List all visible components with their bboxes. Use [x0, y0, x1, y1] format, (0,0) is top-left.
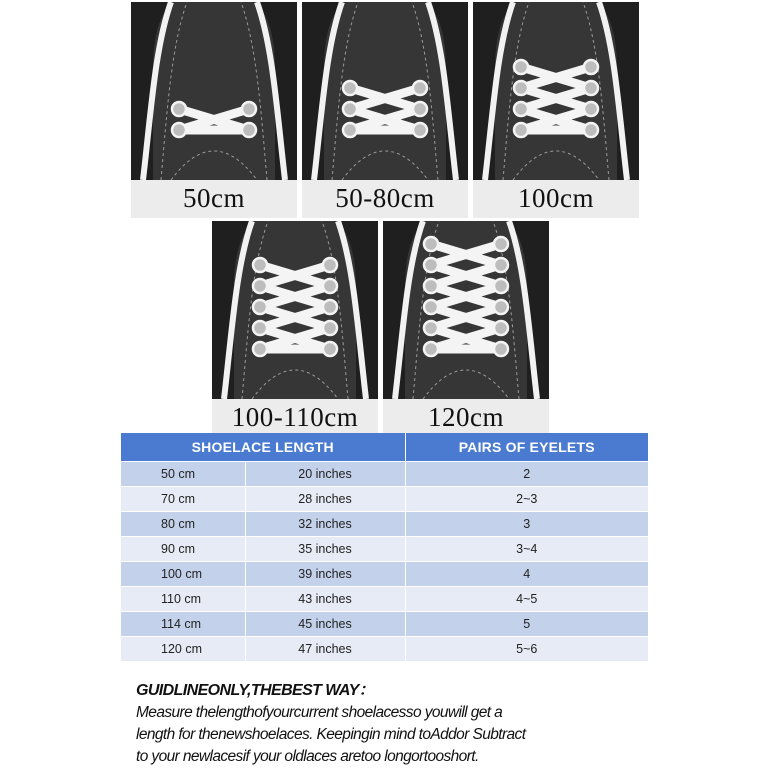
size-chart-table — [121, 433, 648, 661]
eyelet-icon — [343, 123, 357, 137]
lacing-card-4 — [212, 221, 378, 437]
guideline-title: GUIDLINEONLY,THEBEST WAY： — [136, 682, 375, 699]
cell-inches: 45 inches — [245, 612, 405, 637]
cell-cm: 120 cm — [121, 637, 245, 662]
eyelet-icon — [323, 279, 337, 293]
eyelet-icon — [514, 123, 528, 137]
eyelet-icon — [172, 102, 186, 116]
eyelet-icon — [413, 81, 427, 95]
guideline-line-2: length for thenewshoelaces. Keepingin mind toAddor Subtract — [136, 726, 526, 743]
eyelet-icon — [323, 342, 337, 356]
eyelet-icon — [323, 258, 337, 272]
cell-pairs: 5~6 — [405, 637, 648, 662]
eyelet-icon — [494, 300, 508, 314]
eyelet-icon — [424, 258, 438, 272]
cell-pairs: 2~3 — [405, 487, 648, 512]
header-pairs-of-eyelets: PAIRS OF EYELETS — [405, 433, 648, 462]
shoe-illustration-4 — [212, 221, 378, 399]
cell-cm: 70 cm — [121, 487, 245, 512]
cell-pairs: 5 — [405, 612, 648, 637]
cell-pairs: 3 — [405, 512, 648, 537]
table-row — [121, 462, 648, 487]
length-label: 50cm — [183, 183, 245, 213]
eyelet-icon — [584, 123, 598, 137]
eyelet-icon — [242, 102, 256, 116]
eyelet-icon — [494, 258, 508, 272]
cell-cm: 100 cm — [121, 562, 245, 587]
eyelet-icon — [253, 258, 267, 272]
cell-pairs: 4~5 — [405, 587, 648, 612]
eyelet-icon — [494, 342, 508, 356]
cell-cm: 80 cm — [121, 512, 245, 537]
shoe-tongue — [153, 2, 275, 180]
eyelet-icon — [253, 279, 267, 293]
eyelet-icon — [424, 279, 438, 293]
shoe-tongue — [234, 221, 356, 399]
eyelet-icon — [424, 237, 438, 251]
lacing-card-2 — [302, 2, 468, 218]
cell-inches: 28 inches — [245, 487, 405, 512]
header-shoelace-length: SHOELACE LENGTH — [121, 433, 405, 462]
eyelet-icon — [253, 342, 267, 356]
cell-inches: 35 inches — [245, 537, 405, 562]
eyelet-icon — [323, 300, 337, 314]
table-row — [121, 562, 648, 587]
guideline-line-3: to your newlacesif your oldlaces aretoo longortooshort. — [136, 748, 479, 765]
eyelet-icon — [494, 237, 508, 251]
eyelet-icon — [514, 81, 528, 95]
table-row — [121, 537, 648, 562]
eyelet-icon — [584, 102, 598, 116]
eyelet-icon — [494, 279, 508, 293]
length-label: 50-80cm — [335, 183, 435, 213]
shoe-illustration-2 — [302, 2, 468, 180]
cell-inches: 39 inches — [245, 562, 405, 587]
shoe-illustration-5 — [383, 221, 549, 399]
cell-inches: 43 inches — [245, 587, 405, 612]
eyelet-icon — [424, 342, 438, 356]
eyelet-icon — [413, 123, 427, 137]
shoe-tongue — [324, 2, 446, 180]
eyelet-icon — [514, 102, 528, 116]
guideline-note — [136, 677, 696, 768]
cell-inches: 32 inches — [245, 512, 405, 537]
lacing-card-1 — [131, 2, 297, 218]
shoe-tongue — [405, 221, 527, 399]
cell-cm: 50 cm — [121, 462, 245, 487]
cell-cm: 110 cm — [121, 587, 245, 612]
table-row — [121, 612, 648, 637]
cell-inches: 20 inches — [245, 462, 405, 487]
table-header-row — [121, 433, 648, 462]
eyelet-icon — [343, 102, 357, 116]
cell-inches: 47 inches — [245, 637, 405, 662]
cell-pairs: 4 — [405, 562, 648, 587]
cell-cm: 90 cm — [121, 537, 245, 562]
eyelet-icon — [424, 321, 438, 335]
eyelet-icon — [514, 60, 528, 74]
table-row — [121, 487, 648, 512]
eyelet-icon — [424, 300, 438, 314]
eyelet-icon — [242, 123, 256, 137]
table-row — [121, 637, 648, 662]
eyelet-icon — [253, 321, 267, 335]
eyelet-icon — [494, 321, 508, 335]
eyelet-icon — [253, 300, 267, 314]
eyelet-icon — [343, 81, 357, 95]
lacing-card-5 — [383, 221, 549, 437]
cell-pairs: 2 — [405, 462, 648, 487]
cell-cm: 114 cm — [121, 612, 245, 637]
table-row — [121, 587, 648, 612]
eyelet-icon — [172, 123, 186, 137]
table-row — [121, 512, 648, 537]
eyelet-icon — [323, 321, 337, 335]
lacing-card-3 — [473, 2, 639, 218]
length-label: 120cm — [428, 402, 504, 432]
guideline-line-1: Measure thelengthofyourcurrent shoelacesso youwill get a — [136, 704, 503, 721]
length-label: 100cm — [518, 183, 594, 213]
shoe-illustration-3 — [473, 2, 639, 180]
length-label: 100-110cm — [231, 402, 359, 432]
eyelet-icon — [584, 81, 598, 95]
shoe-illustration-1 — [131, 2, 297, 180]
eyelet-icon — [413, 102, 427, 116]
cell-pairs: 3~4 — [405, 537, 648, 562]
shoe-tongue — [495, 2, 617, 180]
eyelet-icon — [584, 60, 598, 74]
